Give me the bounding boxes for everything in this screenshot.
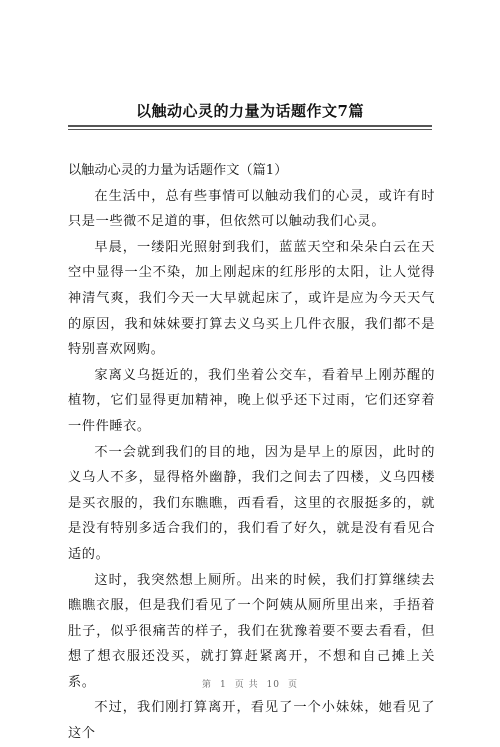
footer-prefix: 第 (201, 680, 212, 690)
footer-total-pages: 10 (266, 680, 281, 690)
paragraph-5: 这时，我突然想上厕所。出来的时候，我们打算继续去瞧瞧衣服，但是我们看见了一个阿姨从厕所里出来，手捂着肚子，似乎很痛苦的样子，我们在犹豫着要不要去看看，但想了想衣服还没买，就打算赶紧离开，不想和自己摊上关系。 (68, 572, 435, 690)
footer-suffix: 页 (288, 680, 299, 690)
document-title: 以触动心灵的力量为话题作文7篇 (136, 102, 364, 120)
footer-page-number: 1 (219, 680, 227, 690)
paragraph-4: 不一会就到我们的目的地，因为是早上的原因，此时的义乌人不多，显得格外幽静，我们之间去了四楼，义乌四楼是买衣服的，我们东瞧瞧，西看看，这里的衣服挺多的，就是没有特别多适合我们的，我们看了好久，就是没有看见合适的。 (68, 444, 435, 562)
section-subtitle: 以触动心灵的力量为话题作文（篇1） (68, 163, 288, 178)
paragraph-1: 在生活中，总有些事情可以触动我们的心灵，或许有时只是一些微不足道的事，但依然可以触动我们心灵。 (68, 188, 435, 230)
title-divider (68, 125, 432, 130)
page-footer (0, 677, 500, 690)
footer-middle: 页 共 (234, 680, 259, 690)
paragraph-3: 家离义乌挺近的，我们坐着公交车，看着早上刚苏醒的植物，它们显得更加精神，晚上似乎还下过雨，它们还穿着一件件睡衣。 (68, 367, 435, 434)
document-body (68, 158, 435, 747)
paragraph-2: 早晨，一缕阳光照射到我们，蓝蓝天空和朵朵白云在天空中显得一尘不染，加上刚起床的红彤彤的太阳，让人觉得神清气爽，我们今天一大早就起床了，或许是应为今天天气的原因，我和妹妹要打算去义乌买上几件衣服，我们都不是特别喜欢网购。 (68, 239, 435, 358)
paragraph-6: 不过，我们刚打算离开，看见了一个小妹妹，她看见了这个 (68, 700, 435, 742)
